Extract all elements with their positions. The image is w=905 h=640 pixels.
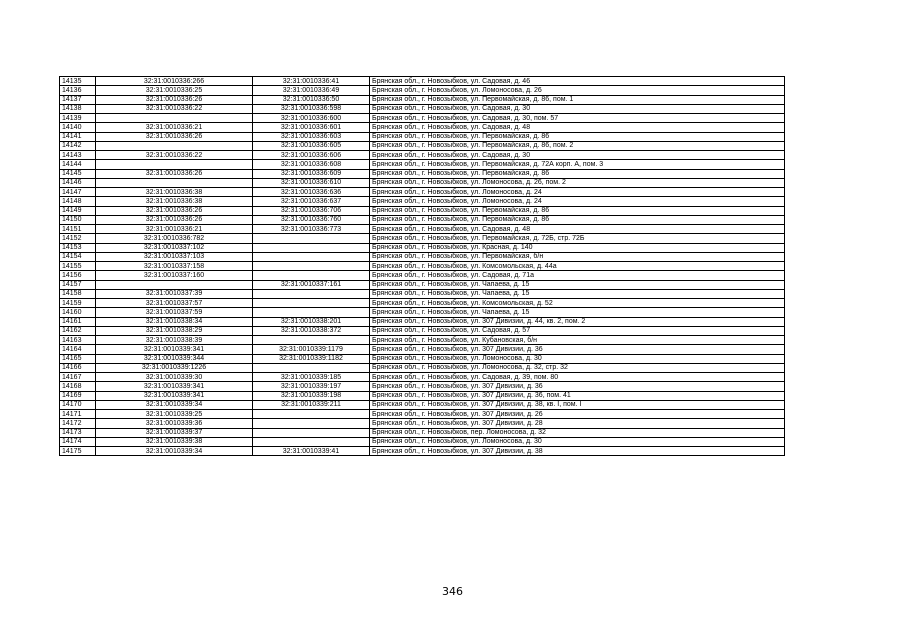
parcel-cadastral-number-cell: 32:31:0010338:34 xyxy=(96,317,253,326)
row-number-cell: 14170 xyxy=(60,400,96,409)
address-cell: Брянская обл., г. Новозыбков, ул. Садовая, д. 30 xyxy=(370,151,785,160)
table-row xyxy=(60,197,785,206)
row-number-cell: 14168 xyxy=(60,382,96,391)
table-row xyxy=(60,419,785,428)
row-number-cell: 14160 xyxy=(60,308,96,317)
table-row xyxy=(60,437,785,446)
object-cadastral-number-cell: 32:31:0010336:598 xyxy=(253,104,370,113)
parcel-cadastral-number-cell: 32:31:0010337:160 xyxy=(96,271,253,280)
table-row xyxy=(60,123,785,132)
parcel-cadastral-number-cell: 32:31:0010339:25 xyxy=(96,410,253,419)
object-cadastral-number-cell: 32:31:0010339:198 xyxy=(253,391,370,400)
address-cell: Брянская обл., г. Новозыбков, ул. Садовая, д. 30, пом. 57 xyxy=(370,114,785,123)
address-cell: Брянская обл., г. Новозыбков, пер. Ломоносова, д. 32 xyxy=(370,428,785,437)
table-row xyxy=(60,77,785,86)
row-number-cell: 14165 xyxy=(60,354,96,363)
address-cell: Брянская обл., г. Новозыбков, ул. Ломоносова, д. 30 xyxy=(370,354,785,363)
address-cell: Брянская обл., г. Новозыбков, ул. Комсомольская, д. 44а xyxy=(370,262,785,271)
parcel-cadastral-number-cell: 32:31:0010336:38 xyxy=(96,188,253,197)
address-cell: Брянская обл., г. Новозыбков, ул. Первомайская, д. 72А корп. А, пом. 3 xyxy=(370,160,785,169)
parcel-cadastral-number-cell: 32:31:0010336:26 xyxy=(96,95,253,104)
address-cell: Брянская обл., г. Новозыбков, ул. 307 Дивизии, д. 38 xyxy=(370,447,785,456)
object-cadastral-number-cell: 32:31:0010336:637 xyxy=(253,197,370,206)
address-cell: Брянская обл., г. Новозыбков, ул. 307 Дивизии, д. 28 xyxy=(370,419,785,428)
parcel-cadastral-number-cell xyxy=(96,178,253,187)
object-cadastral-number-cell xyxy=(253,262,370,271)
table-row xyxy=(60,345,785,354)
address-cell: Брянская обл., г. Новозыбков, ул. 307 Дивизии, д. 38, кв. I, пом. I xyxy=(370,400,785,409)
parcel-cadastral-number-cell: 32:31:0010338:29 xyxy=(96,326,253,335)
parcel-cadastral-number-cell xyxy=(96,160,253,169)
table-row xyxy=(60,382,785,391)
object-cadastral-number-cell: 32:31:0010339:197 xyxy=(253,382,370,391)
object-cadastral-number-cell: 32:31:0010336:608 xyxy=(253,160,370,169)
address-cell: Брянская обл., г. Новозыбков, ул. Ломоносова, д. 30 xyxy=(370,437,785,446)
object-cadastral-number-cell xyxy=(253,243,370,252)
registry-table-body xyxy=(60,77,785,456)
object-cadastral-number-cell: 32:31:0010339:211 xyxy=(253,400,370,409)
row-number-cell: 14135 xyxy=(60,77,96,86)
table-row xyxy=(60,252,785,261)
parcel-cadastral-number-cell: 32:31:0010336:26 xyxy=(96,169,253,178)
row-number-cell: 14155 xyxy=(60,262,96,271)
object-cadastral-number-cell: 32:31:0010336:50 xyxy=(253,95,370,104)
object-cadastral-number-cell xyxy=(253,299,370,308)
parcel-cadastral-number-cell: 32:31:0010336:21 xyxy=(96,225,253,234)
parcel-cadastral-number-cell: 32:31:0010337:103 xyxy=(96,252,253,261)
parcel-cadastral-number-cell: 32:31:0010339:341 xyxy=(96,391,253,400)
row-number-cell: 14174 xyxy=(60,437,96,446)
object-cadastral-number-cell xyxy=(253,252,370,261)
table-row xyxy=(60,95,785,104)
address-cell: Брянская обл., г. Новозыбков, ул. Чапаева, д. 15 xyxy=(370,308,785,317)
address-cell: Брянская обл., г. Новозыбков, ул. Ломоносова, д. 26 xyxy=(370,86,785,95)
address-cell: Брянская обл., г. Новозыбков, ул. Ломоносова, д. 32, стр. 32 xyxy=(370,363,785,372)
cadastral-registry-table xyxy=(59,76,785,456)
object-cadastral-number-cell: 32:31:0010336:603 xyxy=(253,132,370,141)
address-cell: Брянская обл., г. Новозыбков, ул. Первомайская, д. 86, пом. 2 xyxy=(370,141,785,150)
object-cadastral-number-cell: 32:31:0010339:41 xyxy=(253,447,370,456)
object-cadastral-number-cell: 32:31:0010339:1179 xyxy=(253,345,370,354)
address-cell: Брянская обл., г. Новозыбков, ул. 307 Дивизии, д. 44, кв. 2, пом. 2 xyxy=(370,317,785,326)
table-row xyxy=(60,234,785,243)
table-row xyxy=(60,289,785,298)
table-row xyxy=(60,280,785,289)
object-cadastral-number-cell: 32:31:0010336:601 xyxy=(253,123,370,132)
parcel-cadastral-number-cell: 32:31:0010336:38 xyxy=(96,197,253,206)
object-cadastral-number-cell xyxy=(253,419,370,428)
row-number-cell: 14153 xyxy=(60,243,96,252)
address-cell: Брянская обл., г. Новозыбков, ул. Садовая, д. 57 xyxy=(370,326,785,335)
table-row xyxy=(60,271,785,280)
parcel-cadastral-number-cell: 32:31:0010337:102 xyxy=(96,243,253,252)
table-row xyxy=(60,132,785,141)
parcel-cadastral-number-cell: 32:31:0010337:57 xyxy=(96,299,253,308)
object-cadastral-number-cell xyxy=(253,308,370,317)
table-row xyxy=(60,373,785,382)
row-number-cell: 14142 xyxy=(60,141,96,150)
object-cadastral-number-cell: 32:31:0010336:706 xyxy=(253,206,370,215)
address-cell: Брянская обл., г. Новозыбков, ул. 307 Дивизии, д. 26 xyxy=(370,410,785,419)
table-row xyxy=(60,151,785,160)
parcel-cadastral-number-cell: 32:31:0010337:158 xyxy=(96,262,253,271)
parcel-cadastral-number-cell: 32:31:0010336:266 xyxy=(96,77,253,86)
address-cell: Брянская обл., г. Новозыбков, ул. Садовая, д. 39, пом. 80 xyxy=(370,373,785,382)
parcel-cadastral-number-cell: 32:31:0010339:34 xyxy=(96,447,253,456)
row-number-cell: 14141 xyxy=(60,132,96,141)
object-cadastral-number-cell: 32:31:0010336:41 xyxy=(253,77,370,86)
row-number-cell: 14151 xyxy=(60,225,96,234)
object-cadastral-number-cell xyxy=(253,234,370,243)
address-cell: Брянская обл., г. Новозыбков, ул. Чапаева, д. 15 xyxy=(370,289,785,298)
object-cadastral-number-cell xyxy=(253,289,370,298)
row-number-cell: 14136 xyxy=(60,86,96,95)
address-cell: Брянская обл., г. Новозыбков, ул. Ломоносова, д. 26, пом. 2 xyxy=(370,178,785,187)
row-number-cell: 14147 xyxy=(60,188,96,197)
row-number-cell: 14149 xyxy=(60,206,96,215)
parcel-cadastral-number-cell: 32:31:0010336:22 xyxy=(96,104,253,113)
object-cadastral-number-cell: 32:31:0010338:201 xyxy=(253,317,370,326)
table-row xyxy=(60,326,785,335)
table-row xyxy=(60,363,785,372)
address-cell: Брянская обл., г. Новозыбков, ул. Ломоносова, д. 24 xyxy=(370,188,785,197)
address-cell: Брянская обл., г. Новозыбков, ул. Комсомольская, д. 52 xyxy=(370,299,785,308)
object-cadastral-number-cell: 32:31:0010336:49 xyxy=(253,86,370,95)
table-row xyxy=(60,410,785,419)
address-cell: Брянская обл., г. Новозыбков, ул. Первомайская, д. 86 xyxy=(370,206,785,215)
parcel-cadastral-number-cell xyxy=(96,141,253,150)
table-row xyxy=(60,215,785,224)
object-cadastral-number-cell xyxy=(253,271,370,280)
parcel-cadastral-number-cell xyxy=(96,114,253,123)
row-number-cell: 14163 xyxy=(60,336,96,345)
parcel-cadastral-number-cell: 32:31:0010336:26 xyxy=(96,132,253,141)
object-cadastral-number-cell xyxy=(253,336,370,345)
row-number-cell: 14167 xyxy=(60,373,96,382)
address-cell: Брянская обл., г. Новозыбков, ул. Первомайская, д. 86, пом. 1 xyxy=(370,95,785,104)
parcel-cadastral-number-cell xyxy=(96,280,253,289)
row-number-cell: 14144 xyxy=(60,160,96,169)
parcel-cadastral-number-cell: 32:31:0010339:36 xyxy=(96,419,253,428)
table-row xyxy=(60,299,785,308)
parcel-cadastral-number-cell: 32:31:0010336:782 xyxy=(96,234,253,243)
row-number-cell: 14169 xyxy=(60,391,96,400)
row-number-cell: 14156 xyxy=(60,271,96,280)
parcel-cadastral-number-cell: 32:31:0010337:59 xyxy=(96,308,253,317)
row-number-cell: 14146 xyxy=(60,178,96,187)
object-cadastral-number-cell xyxy=(253,428,370,437)
object-cadastral-number-cell: 32:31:0010339:1182 xyxy=(253,354,370,363)
table-row xyxy=(60,160,785,169)
object-cadastral-number-cell: 32:31:0010338:372 xyxy=(253,326,370,335)
address-cell: Брянская обл., г. Новозыбков, ул. 307 Дивизии, д. 36 xyxy=(370,382,785,391)
address-cell: Брянская обл., г. Новозыбков, ул. Красная, д. 140 xyxy=(370,243,785,252)
row-number-cell: 14143 xyxy=(60,151,96,160)
table-row xyxy=(60,447,785,456)
table-row xyxy=(60,391,785,400)
table-row xyxy=(60,169,785,178)
object-cadastral-number-cell: 32:31:0010336:600 xyxy=(253,114,370,123)
parcel-cadastral-number-cell: 32:31:0010339:38 xyxy=(96,437,253,446)
object-cadastral-number-cell: 32:31:0010336:610 xyxy=(253,178,370,187)
page-number: 346 xyxy=(442,585,463,598)
address-cell: Брянская обл., г. Новозыбков, ул. Первомайская, д. 86 xyxy=(370,132,785,141)
parcel-cadastral-number-cell: 32:31:0010336:26 xyxy=(96,215,253,224)
parcel-cadastral-number-cell: 32:31:0010339:341 xyxy=(96,382,253,391)
table-row xyxy=(60,243,785,252)
parcel-cadastral-number-cell: 32:31:0010339:341 xyxy=(96,345,253,354)
address-cell: Брянская обл., г. Новозыбков, ул. 307 Дивизии, д. 36 xyxy=(370,345,785,354)
address-cell: Брянская обл., г. Новозыбков, ул. Первомайская, б/н xyxy=(370,252,785,261)
table-row xyxy=(60,86,785,95)
object-cadastral-number-cell: 32:31:0010336:773 xyxy=(253,225,370,234)
table-row xyxy=(60,178,785,187)
parcel-cadastral-number-cell: 32:31:0010336:25 xyxy=(96,86,253,95)
table-row xyxy=(60,308,785,317)
table-row xyxy=(60,317,785,326)
table-row xyxy=(60,188,785,197)
row-number-cell: 14154 xyxy=(60,252,96,261)
object-cadastral-number-cell xyxy=(253,410,370,419)
parcel-cadastral-number-cell: 32:31:0010336:26 xyxy=(96,206,253,215)
row-number-cell: 14158 xyxy=(60,289,96,298)
address-cell: Брянская обл., г. Новозыбков, ул. Садовая, д. 48 xyxy=(370,225,785,234)
address-cell: Брянская обл., г. Новозыбков, ул. Первомайская, д. 86 xyxy=(370,169,785,178)
object-cadastral-number-cell: 32:31:0010336:760 xyxy=(253,215,370,224)
row-number-cell: 14157 xyxy=(60,280,96,289)
table-row xyxy=(60,336,785,345)
address-cell: Брянская обл., г. Новозыбков, ул. Садовая, д. 48 xyxy=(370,123,785,132)
address-cell: Брянская обл., г. Новозыбков, ул. 307 Дивизии, д. 36, пом. 41 xyxy=(370,391,785,400)
table-row xyxy=(60,114,785,123)
parcel-cadastral-number-cell: 32:31:0010339:1226 xyxy=(96,363,253,372)
parcel-cadastral-number-cell: 32:31:0010339:34 xyxy=(96,400,253,409)
parcel-cadastral-number-cell: 32:31:0010339:30 xyxy=(96,373,253,382)
row-number-cell: 14161 xyxy=(60,317,96,326)
object-cadastral-number-cell: 32:31:0010336:605 xyxy=(253,141,370,150)
row-number-cell: 14172 xyxy=(60,419,96,428)
row-number-cell: 14150 xyxy=(60,215,96,224)
address-cell: Брянская обл., г. Новозыбков, ул. Садовая, д. 71а xyxy=(370,271,785,280)
row-number-cell: 14159 xyxy=(60,299,96,308)
address-cell: Брянская обл., г. Новозыбков, ул. Первомайская, д. 86 xyxy=(370,215,785,224)
parcel-cadastral-number-cell: 32:31:0010338:39 xyxy=(96,336,253,345)
row-number-cell: 14148 xyxy=(60,197,96,206)
row-number-cell: 14145 xyxy=(60,169,96,178)
row-number-cell: 14166 xyxy=(60,363,96,372)
row-number-cell: 14173 xyxy=(60,428,96,437)
table-row xyxy=(60,262,785,271)
parcel-cadastral-number-cell: 32:31:0010337:39 xyxy=(96,289,253,298)
address-cell: Брянская обл., г. Новозыбков, ул. Садовая, д. 46 xyxy=(370,77,785,86)
object-cadastral-number-cell: 32:31:0010336:606 xyxy=(253,151,370,160)
address-cell: Брянская обл., г. Новозыбков, ул. Садовая, д. 30 xyxy=(370,104,785,113)
parcel-cadastral-number-cell: 32:31:0010339:344 xyxy=(96,354,253,363)
object-cadastral-number-cell: 32:31:0010336:636 xyxy=(253,188,370,197)
row-number-cell: 14137 xyxy=(60,95,96,104)
row-number-cell: 14162 xyxy=(60,326,96,335)
parcel-cadastral-number-cell: 32:31:0010336:22 xyxy=(96,151,253,160)
row-number-cell: 14164 xyxy=(60,345,96,354)
table-row xyxy=(60,354,785,363)
row-number-cell: 14175 xyxy=(60,447,96,456)
object-cadastral-number-cell: 32:31:0010337:161 xyxy=(253,280,370,289)
table-row xyxy=(60,225,785,234)
row-number-cell: 14152 xyxy=(60,234,96,243)
row-number-cell: 14171 xyxy=(60,410,96,419)
address-cell: Брянская обл., г. Новозыбков, ул. Первомайская, д. 72Б, стр. 72Б xyxy=(370,234,785,243)
table-row xyxy=(60,141,785,150)
row-number-cell: 14138 xyxy=(60,104,96,113)
table-row xyxy=(60,206,785,215)
object-cadastral-number-cell: 32:31:0010339:185 xyxy=(253,373,370,382)
object-cadastral-number-cell xyxy=(253,437,370,446)
address-cell: Брянская обл., г. Новозыбков, ул. Ломоносова, д. 24 xyxy=(370,197,785,206)
parcel-cadastral-number-cell: 32:31:0010339:37 xyxy=(96,428,253,437)
table-row xyxy=(60,400,785,409)
table-row xyxy=(60,104,785,113)
address-cell: Брянская обл., г. Новозыбков, ул. Кубановская, б/н xyxy=(370,336,785,345)
address-cell: Брянская обл., г. Новозыбков, ул. Чапаева, д. 15 xyxy=(370,280,785,289)
parcel-cadastral-number-cell: 32:31:0010336:21 xyxy=(96,123,253,132)
object-cadastral-number-cell: 32:31:0010336:609 xyxy=(253,169,370,178)
row-number-cell: 14140 xyxy=(60,123,96,132)
row-number-cell: 14139 xyxy=(60,114,96,123)
object-cadastral-number-cell xyxy=(253,363,370,372)
table-row xyxy=(60,428,785,437)
